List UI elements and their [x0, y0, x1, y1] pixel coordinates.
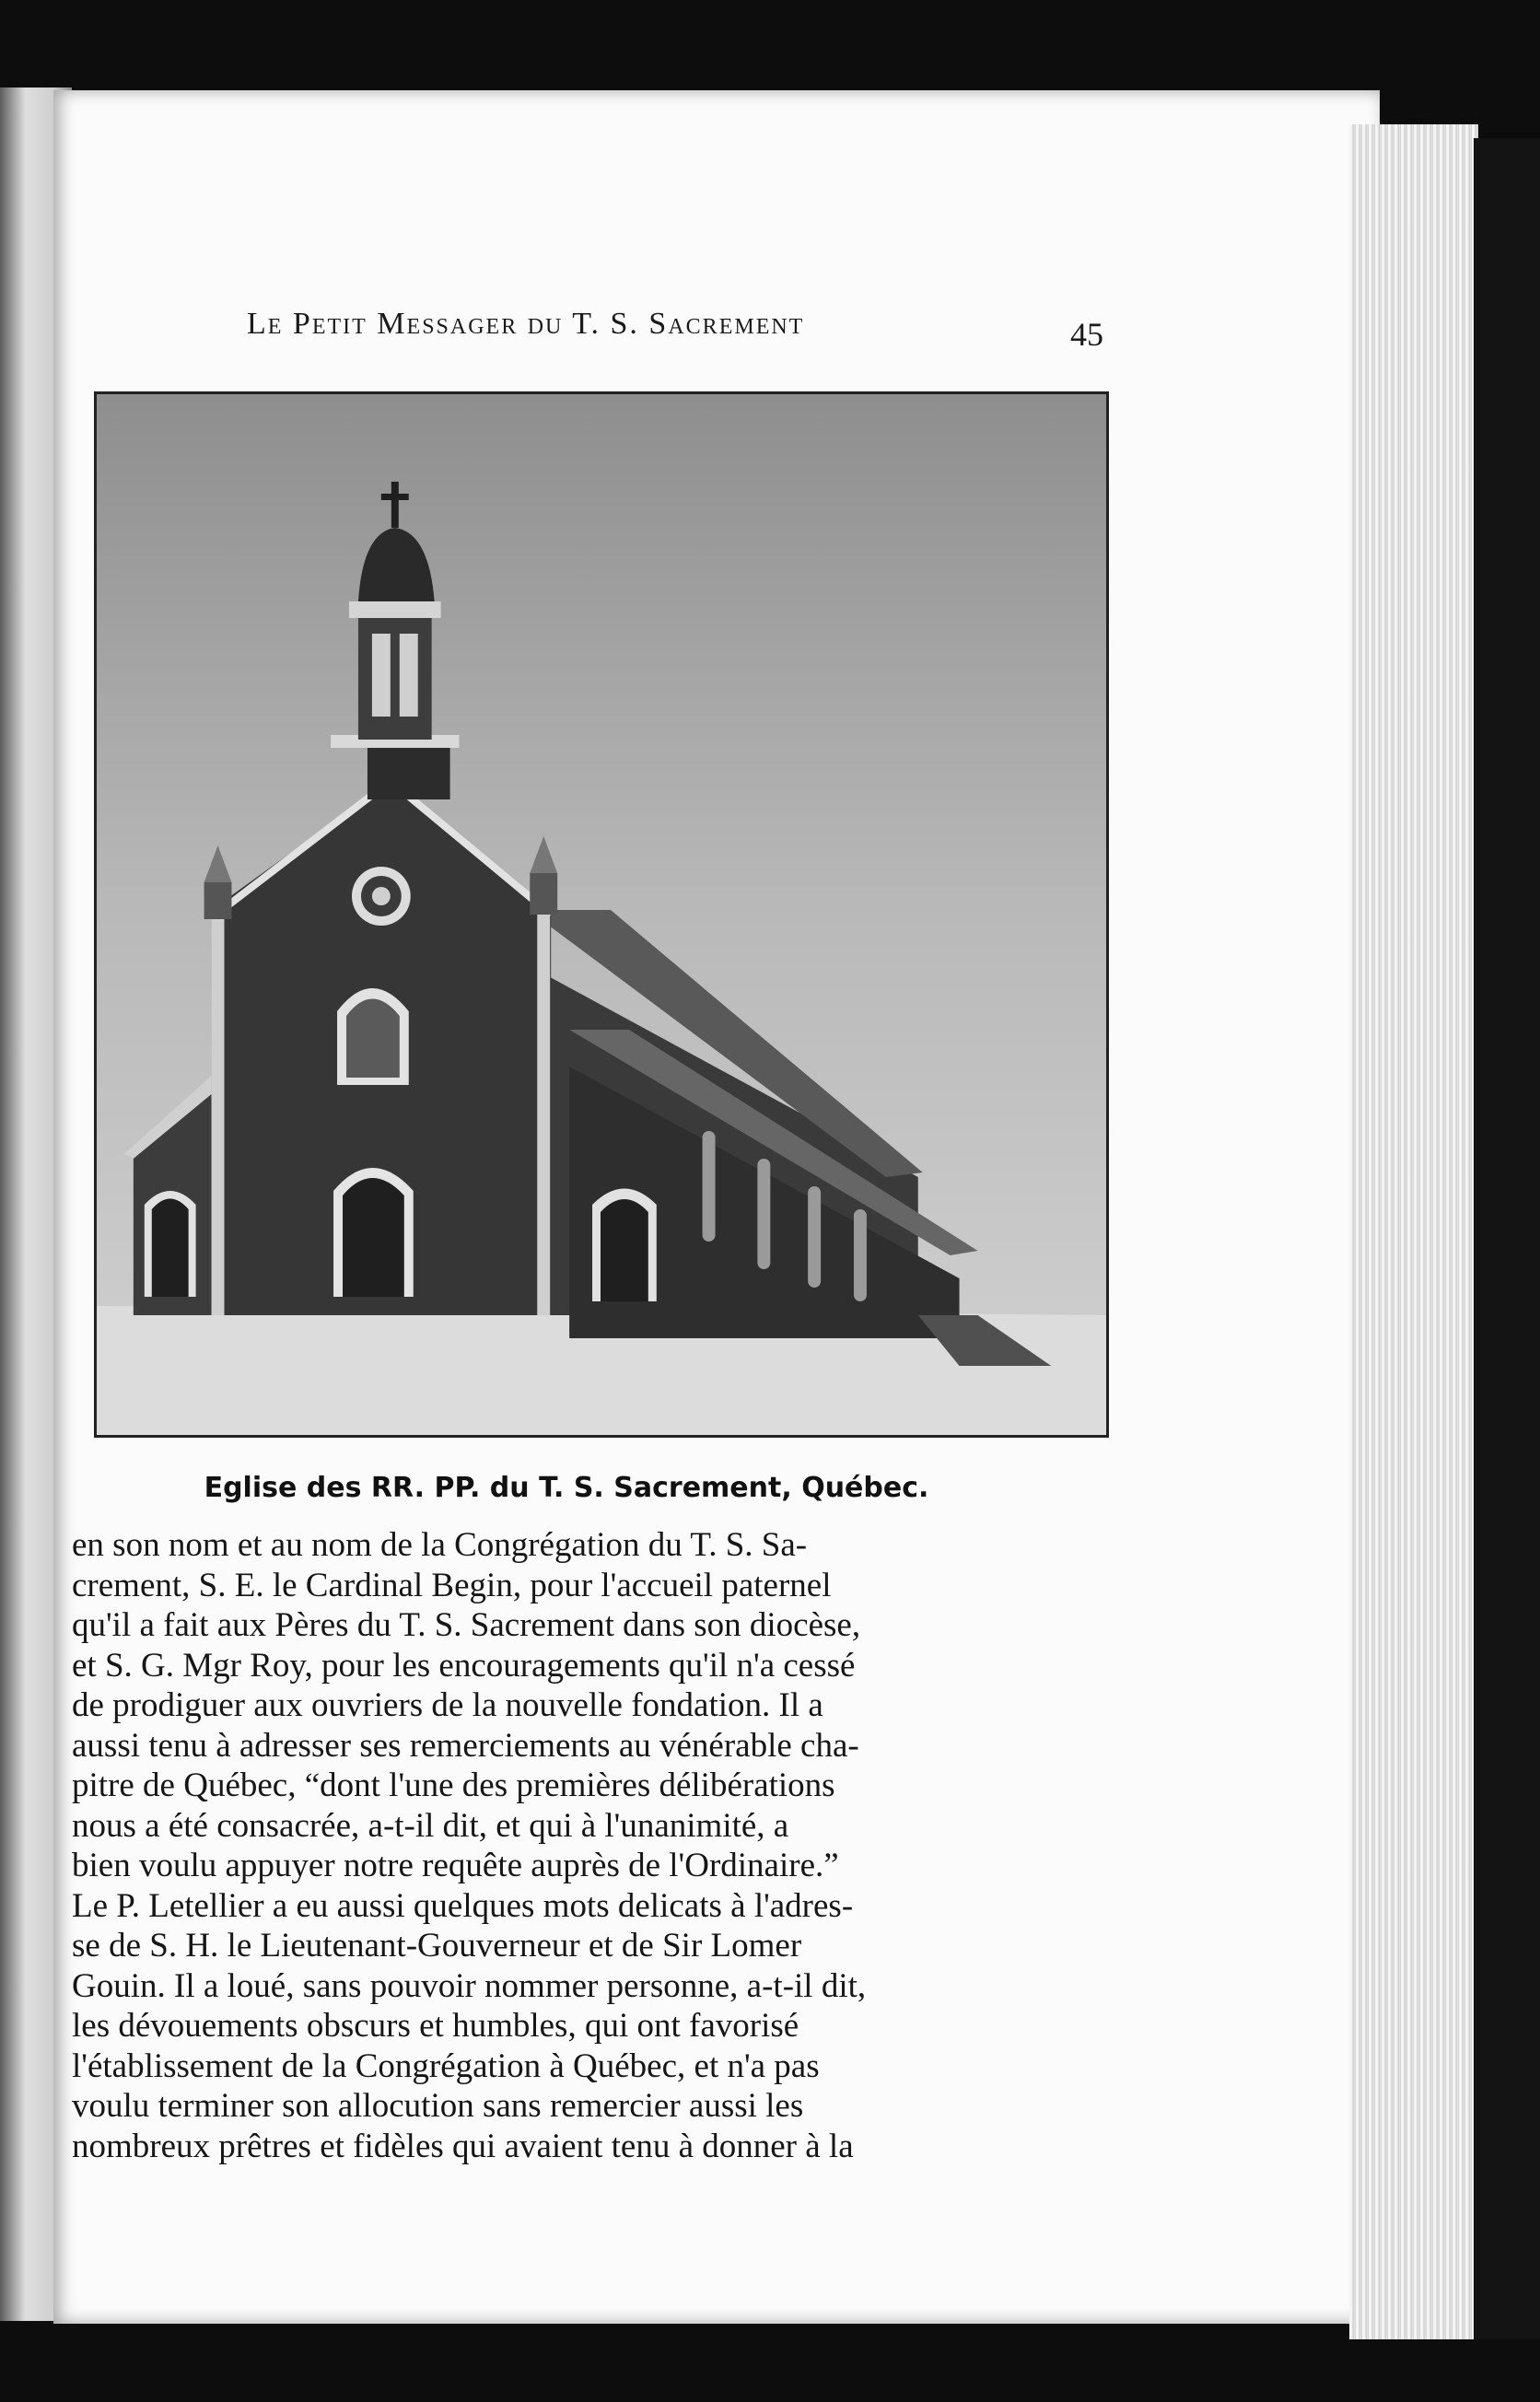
text-line: l'établissement de la Congrégation à Québec, et n'a pas — [72, 2046, 820, 2085]
text-line: nombreux prêtres et fidèles qui avaient tenu à donner à la — [72, 2127, 854, 2165]
church-illustration — [97, 394, 1106, 1435]
text-line: de prodiguer aux ouvriers de la nouvelle fondation. Il a — [72, 1686, 823, 1724]
text-line: crement, S. E. le Cardinal Begin, pour l'accueil paternel — [72, 1566, 832, 1604]
text-line: Le P. Letellier a eu aussi quelques mots delicats à l'adres- — [72, 1886, 854, 1925]
text-line: Gouin. Il a loué, sans pouvoir nommer personne, a-t-il dit, — [72, 1966, 867, 2005]
page-number: 45 — [1070, 316, 1103, 353]
text-line: les dévouements obscurs et humbles, qui ont favorisé — [72, 2007, 799, 2045]
running-title: Le Petit Messager du T. S. Sacrement — [247, 307, 805, 341]
text-line: bien voulu appuyer notre requête auprès de l'Ordinaire.” — [72, 1847, 839, 1884]
text-line: pitre de Québec, “dont l'une des premières délibérations — [72, 1767, 835, 1804]
text-line: qu'il a fait aux Pères du T. S. Sacrement dans son diocèse, — [72, 1606, 861, 1644]
background-dark — [1474, 138, 1540, 2339]
page-edges-stack — [1349, 124, 1478, 2339]
text-line: se de S. H. le Lieutenant-Gouverneur et de Sir Lomer — [72, 1927, 802, 1965]
text-line: voulu terminer son allocution sans remercier aussi les — [72, 2087, 804, 2125]
church-photo — [94, 391, 1109, 1438]
body-paragraph — [72, 1525, 1085, 2166]
figure-caption: Eglise des RR. PP. du T. S. Sacrement, Québec. — [204, 1472, 929, 1504]
text-line: nous a été consacrée, a-t-il dit, et qui à l'unanimité, a — [72, 1806, 789, 1845]
text-line: aussi tenu à adresser ses remerciements au vénérable cha- — [72, 1726, 859, 1765]
text-line: en son nom et au nom de la Congrégation du T. S. Sa- — [72, 1526, 808, 1564]
text-line: et S. G. Mgr Roy, pour les encouragements qu'il n'a cessé — [72, 1646, 856, 1685]
